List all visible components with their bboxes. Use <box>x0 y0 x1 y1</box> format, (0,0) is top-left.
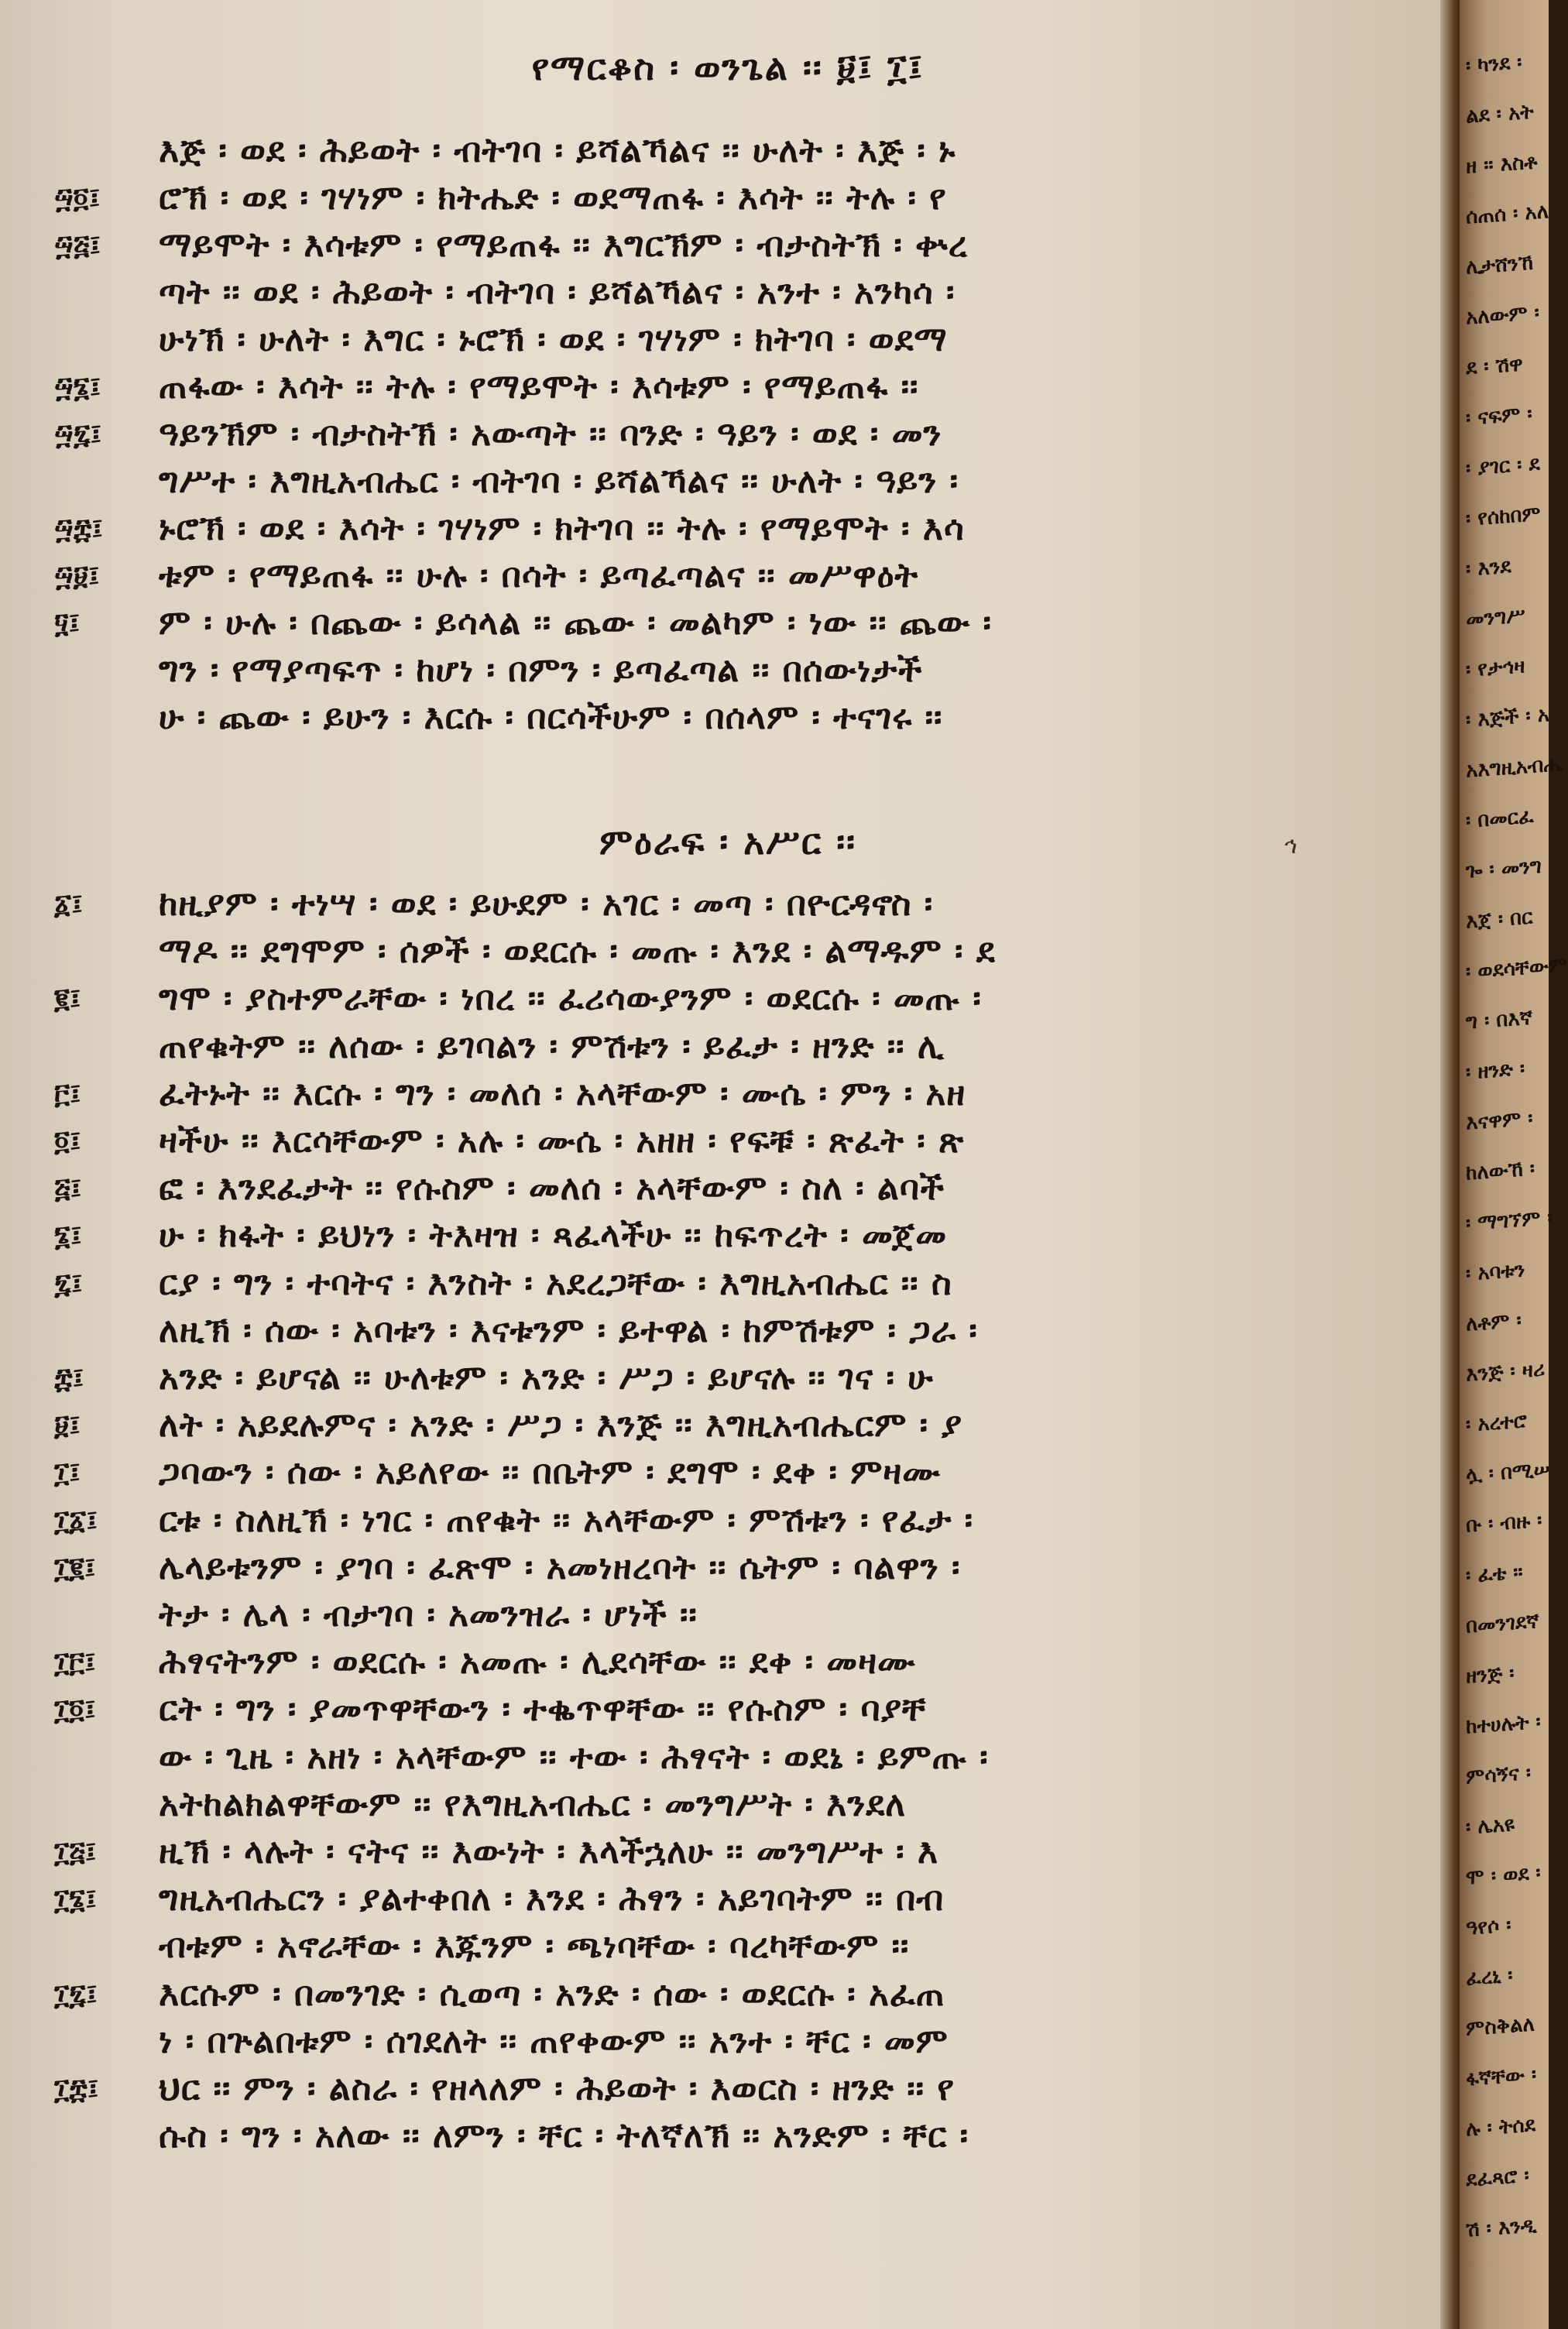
text-line: ግን ፡ የማያጣፍጥ ፡ ከሆነ ፡ በምን ፡ ይጣፈጣል ፡፡ በሰውነታች <box>159 650 923 690</box>
facing-page-fragment: ፡ ካንደ ፡ <box>1465 50 1523 78</box>
verse-number: ፵፮፤ <box>54 371 101 403</box>
facing-page-fragment: ፡ ዘንድ ፡ <box>1465 1057 1526 1085</box>
verse-number: ፲፭፤ <box>54 1836 97 1868</box>
text-line: እርሱም ፡ በመንገድ ፡ ሲወጣ ፡ አንድ ፡ ሰው ፡ ወደርሱ ፡ አፈጠ <box>159 1974 945 2014</box>
verse-number: ፲፬፤ <box>54 1693 96 1727</box>
facing-page-fragment: ፡ እንደ <box>1465 554 1512 581</box>
verse-number: ፮፤ <box>54 1219 82 1253</box>
text-line: ብቱም ፡ አኖራቸው ፡ እጁንም ፡ ጫነባቸው ፡ ባረካቸውም ፡፡ <box>159 1926 910 1967</box>
text-line: ግሥተ ፡ እግዚአብሔር ፡ ብትገባ ፡ ይሻልኻልና ፡፡ ሁለት ፡ ዓይን ፡ <box>159 461 959 501</box>
verse-number: ፭፤ <box>54 1172 82 1206</box>
verse-number: ፲፪፤ <box>54 1551 96 1584</box>
text-line: ም ፡ ሁሉ ፡ በጨው ፡ ይሳላል ፡፡ ጨው ፡ መልካም ፡ ነው ፡፡ ጨው ፡ <box>159 603 992 643</box>
facing-page-fragment: ዘ ፡፡ እስቶ <box>1465 150 1539 179</box>
text-line: ሕፃናትንም ፡ ወደርሱ ፡ አመጡ ፡ ሊደሳቸው ፡፡ ደቀ ፡ መዛሙ <box>159 1642 916 1682</box>
verse-number: ፲፤ <box>54 1456 81 1490</box>
verse-number: ፵፱፤ <box>54 560 100 592</box>
facing-page-fragment: ከተሀሉት ፡ <box>1465 1710 1542 1739</box>
facing-page-fragment: ሉ ፡ ትሰደ <box>1465 2113 1536 2142</box>
facing-page-fragment: ፡ ሌአዩ <box>1465 1813 1515 1840</box>
facing-page-fragment: ደፈጻሮ ፡ <box>1465 2163 1530 2192</box>
verse-number: ፲፩፤ <box>54 1504 98 1537</box>
verse-number: ፲፯፤ <box>54 1977 98 2011</box>
facing-page-fragment: ሽ ፡ እንዲ <box>1465 2214 1538 2242</box>
facing-page-edge <box>1460 0 1568 2329</box>
facing-page-fragment: ቡ ፡ ብዙ ፡ <box>1465 1508 1543 1538</box>
text-line: ሌላይቱንም ፡ ያገባ ፡ ፈጽሞ ፡ አመነዘረባት ፡፡ ሴትም ፡ ባልዋን ፡ <box>159 1547 961 1587</box>
text-line: ጠየቁትም ፡፡ ለሰው ፡ ይገባልን ፡ ምሽቱን ፡ ይፈታ ፡ ዘንድ ፡፡ ሊ <box>159 1026 945 1066</box>
text-line: ግዚአብሔርን ፡ ያልተቀበለ ፡ እንደ ፡ ሕፃን ፡ አይገባትም ፡፡ በብ <box>159 1879 945 1919</box>
facing-page-fragment: አለውም ፡ <box>1465 301 1540 330</box>
facing-page-fragment: ጐ ፡ መንግ <box>1465 854 1542 883</box>
page-marginal-mark: ኅ <box>1284 832 1298 859</box>
verse-number: ፫፤ <box>54 1077 81 1110</box>
text-line: ሁ ፡ ክፋት ፡ ይህነን ፡ ትእዛዝ ፡ ጻፈላችሁ ፡፡ ከፍጥረት ፡ መጀመ <box>159 1216 947 1256</box>
text-line: ርቱ ፡ ስለዚኽ ፡ ነገር ፡ ጠየቁት ፡፡ አላቸውም ፡ ምሽቱን ፡ የፈታ ፡ <box>159 1500 974 1540</box>
text-line: ለት ፡ አይደሉምና ፡ አንድ ፡ ሥጋ ፡ እንጅ ፡፡ እግዚአብሔርም ፡ ያ <box>159 1405 962 1446</box>
verse-number: ፩፤ <box>54 888 83 921</box>
text-line: ኑሮኽ ፡ ወደ ፡ እሳት ፡ ገሃነም ፡ ክትገባ ፡፡ ትሉ ፡ የማይሞት ፡ እሳ <box>159 509 965 548</box>
text-line: ው ፡ ጊዜ ፡ አዘነ ፡ አላቸውም ፡፡ ተው ፡ ሕፃናት ፡ ወደኔ ፡ ይምጡ ፡ <box>159 1737 989 1777</box>
text-line: ከዚያም ፡ ተነሣ ፡ ወደ ፡ ይሁደም ፡ አገር ፡ መጣ ፡ በዮርዳኖስ ፡ <box>159 884 934 924</box>
facing-page-fragment: ፡ ፈቴ ፡፡ <box>1465 1560 1524 1588</box>
verse-number: ፵፯፤ <box>54 418 102 451</box>
facing-page-fragment: ዓየሶ ፡ <box>1465 1913 1512 1940</box>
text-line: እጅ ፡ ወደ ፡ ሕይወት ፡ ብትገባ ፡ ይሻልኻልና ፡፡ ሁለት ፡ እጅ ፡ ኑ <box>159 131 956 170</box>
verse-number: ፵፰፤ <box>54 513 104 545</box>
facing-page-fragment: እጀ ፡ በር <box>1465 905 1534 934</box>
text-line: ጣት ፡፡ ወደ ፡ ሕይወት ፡ ብትገባ ፡ ይሻልኻልና ፡ አንተ ፡ አንካሳ ፡ <box>159 273 956 312</box>
text-line: ዚኽ ፡ ላሉት ፡ ናትና ፡፡ እውነት ፡ እላችኋለሁ ፡፡ መንግሥተ ፡ እ <box>159 1832 938 1871</box>
text-line: አትከልክልዋቸውም ፡፡ የእግዚአብሔር ፡ መንግሥት ፡ እንደለ <box>159 1784 907 1824</box>
text-line: ጋባውን ፡ ሰው ፡ አይለየው ፡፡ በቤትም ፡ ደግሞ ፡ ደቀ ፡ ምዛሙ <box>159 1453 941 1493</box>
facing-page-fragment: ግ ፡ በእኛ <box>1465 1006 1534 1034</box>
chapter-heading: ምዕራፍ ፡ አሥር ፡፡ <box>599 821 856 863</box>
facing-page-fragment: ሰጠሰ ፡ አለ <box>1465 200 1549 229</box>
text-line: ግሞ ፡ ያስተምራቸው ፡ ነበረ ፡፡ ፈሪሳውያንም ፡ ወደርሱ ፡ መጡ ፡ <box>159 979 982 1019</box>
facing-page-fragment: መንግሥ <box>1465 604 1526 632</box>
verse-number: ፱፤ <box>54 1409 81 1442</box>
facing-page-fragment: ደ ፡ ሽዋ <box>1465 352 1524 380</box>
running-title: የማርቆስ ፡ ወንጌል ፡፡ ፱፤ ፲፤ <box>531 46 925 88</box>
text-line: ህር ፡፡ ምን ፡ ልስራ ፡ የዘላለም ፡ ሕይወት ፡ እወርስ ፡ ዘንድ ፡፡ የ <box>159 2069 955 2108</box>
verse-number: ፲፫፤ <box>54 1646 96 1679</box>
verse-number: ፯፤ <box>54 1267 83 1300</box>
verse-number: ፰፤ <box>54 1362 84 1394</box>
text-line: ማዶ ፡፡ ደግሞም ፡ ሰዎች ፡ ወደርሱ ፡ መጡ ፡ እንደ ፡ ልማዱም ፡ ደ <box>159 931 996 972</box>
facing-page-fragment: ሊታሸንኸ <box>1465 251 1535 280</box>
facing-page-fragment: ፡ ወደሳቸውም <box>1465 953 1568 984</box>
text-line: ሁነኽ ፡ ሁለት ፡ እግር ፡ ኑሮኽ ፡ ወደ ፡ ገሃነም ፡ ክትገባ ፡ ወደማ <box>159 320 948 359</box>
text-line: ቱም ፡ የማይጠፋ ፡፡ ሁሉ ፡ በሳት ፡ ይጣፈጣልና ፡፡ መሥዋዕት <box>159 556 919 595</box>
text-line: ነ ፡ በጕልበቱም ፡ ሰገደለት ፡፡ ጠየቀውም ፡፡ አንተ ፡ ቸር ፡ መም <box>159 2021 949 2061</box>
facing-page-fragment: በመንገደኛ <box>1465 1610 1540 1638</box>
verse-number: ፲፰፤ <box>54 2073 99 2105</box>
text-line: አንድ ፡ ይሆናል ፡፡ ሁለቱም ፡ አንድ ፡ ሥጋ ፡ ይሆናሉ ፡፡ ገና ፡ ሁ <box>159 1358 934 1398</box>
verse-number: ፪፤ <box>54 983 81 1016</box>
facing-page-fragment: ፡ ያገር ፡ ደ <box>1465 452 1541 481</box>
verse-number: ፵፬፤ <box>54 182 101 214</box>
text-line: ዓይንኽም ፡ ብታስትኽ ፡ አውጣት ፡፡ ባንድ ፡ ዓይን ፡ ወደ ፡ መን <box>159 414 942 454</box>
facing-page-fragment: ፡ በመርፈ <box>1465 804 1535 833</box>
facing-page-fragment: እናዋም ፡ <box>1465 1106 1534 1135</box>
verse-number: ፵፭፤ <box>54 229 101 262</box>
text-line: ርት ፡ ግን ፡ ያመጥዋቸውን ፡ ተቈጥዋቸው ፡፡ የሱስም ፡ ባያቸ <box>159 1689 927 1730</box>
text-line: ፎ ፡ እንደፈታት ፡፡ የሱስም ፡ መለሰ ፡ አላቸውም ፡ ስለ ፡ ልባች <box>159 1168 945 1209</box>
text-line: ፈትኑት ፡፡ እርሱ ፡ ግን ፡ መለሰ ፡ አላቸውም ፡ ሙሴ ፡ ምን ፡ አዘ <box>159 1073 966 1113</box>
text-line: ለዚኽ ፡ ሰው ፡ አባቱን ፡ እናቱንም ፡ ይተዋል ፡ ከምሽቱም ፡ ጋራ ፡ <box>159 1310 978 1350</box>
facing-page-fragment: ፡ ናፍም ፡ <box>1465 402 1533 430</box>
facing-page-fragment: አእግዚአብሔ <box>1465 752 1564 783</box>
text-line: ሮኽ ፡ ወደ ፡ ገሃነም ፡ ክትሔድ ፡ ወደማጠፋ ፡ እሳት ፡፡ ትሉ ፡ የ <box>159 178 947 218</box>
facing-page-fragment: ፡ ማግኘም ፡ <box>1465 1206 1553 1236</box>
facing-page-fragment: ፡ አረተሮ <box>1465 1409 1528 1437</box>
facing-page-fragment: ፋኛቸው ፡ <box>1465 2063 1538 2091</box>
facing-page-fragment: ልደ ፡ አት <box>1465 100 1535 129</box>
text-line: ርያ ፡ ግን ፡ ተባትና ፡ እንስት ፡ አደረጋቸው ፡ እግዚአብሔር ፡፡ ስ <box>159 1263 952 1303</box>
facing-page-fragment: እንጅ ፡ ዛሪ <box>1465 1357 1546 1387</box>
facing-page-fragment: ፈረኒ ፡ <box>1465 1964 1514 1991</box>
text-line: ሁ ፡ ጨው ፡ ይሁን ፡ እርሱ ፡ በርሳችሁም ፡ በሰላም ፡ ተናገሩ ፡፡ <box>159 698 943 737</box>
text-line: ዛችሁ ፡፡ እርሳቸውም ፡ አሉ ፡ ሙሴ ፡ አዘዘ ፡ የፍቹ ፡ ጽፈት ፡ ጽ <box>159 1121 965 1161</box>
facing-page-fragment: ፡ የሰከበም <box>1465 502 1542 531</box>
facing-page-fragment: ሏ ፡ በሚሠ <box>1465 1458 1551 1487</box>
facing-page-fragment: ሞ ፡ ወደ ፡ <box>1465 1861 1542 1890</box>
facing-page-fragment: ፡ የታኅዛ <box>1465 654 1526 682</box>
text-line: ማይሞት ፡ እሳቱም ፡ የማይጠፋ ፡፡ እግርኽም ፡ ብታስትኽ ፡ ቍረ <box>159 225 969 265</box>
facing-page-fragment: ፡ እጅች ፡ አ <box>1465 703 1550 732</box>
facing-page-fragment: ፡ አባቱን <box>1465 1258 1526 1286</box>
facing-page-fragment: ለቶም ፡ <box>1465 1309 1522 1336</box>
verse-number: ፲፮፤ <box>54 1883 97 1916</box>
text-line: ጠፋው ፡ እሳት ፡፡ ትሉ ፡ የማይሞት ፡ እሳቱም ፡ የማይጠፋ ፡፡ <box>159 367 919 406</box>
text-line: ትታ ፡ ሌላ ፡ ብታገባ ፡ አመንዝራ ፡ ሆነች ፡፡ <box>159 1595 698 1634</box>
facing-page-fragment: ምስቅልለ <box>1465 2012 1535 2041</box>
facing-page-fragment: ዘንጅ ፡ <box>1465 1662 1515 1689</box>
text-line: ሱስ ፡ ግን ፡ አለው ፡፡ ለምን ፡ ቸር ፡ ትለኛለኽ ፡፡ አንድም ፡ ቸር ፡ <box>159 2116 969 2156</box>
facing-page-fragment: ምሳኝና ፡ <box>1465 1761 1532 1789</box>
facing-page-fragment: ከለውኸ ፡ <box>1465 1157 1536 1185</box>
verse-number: ፬፤ <box>54 1125 81 1158</box>
verse-number: ፶፤ <box>54 607 81 640</box>
